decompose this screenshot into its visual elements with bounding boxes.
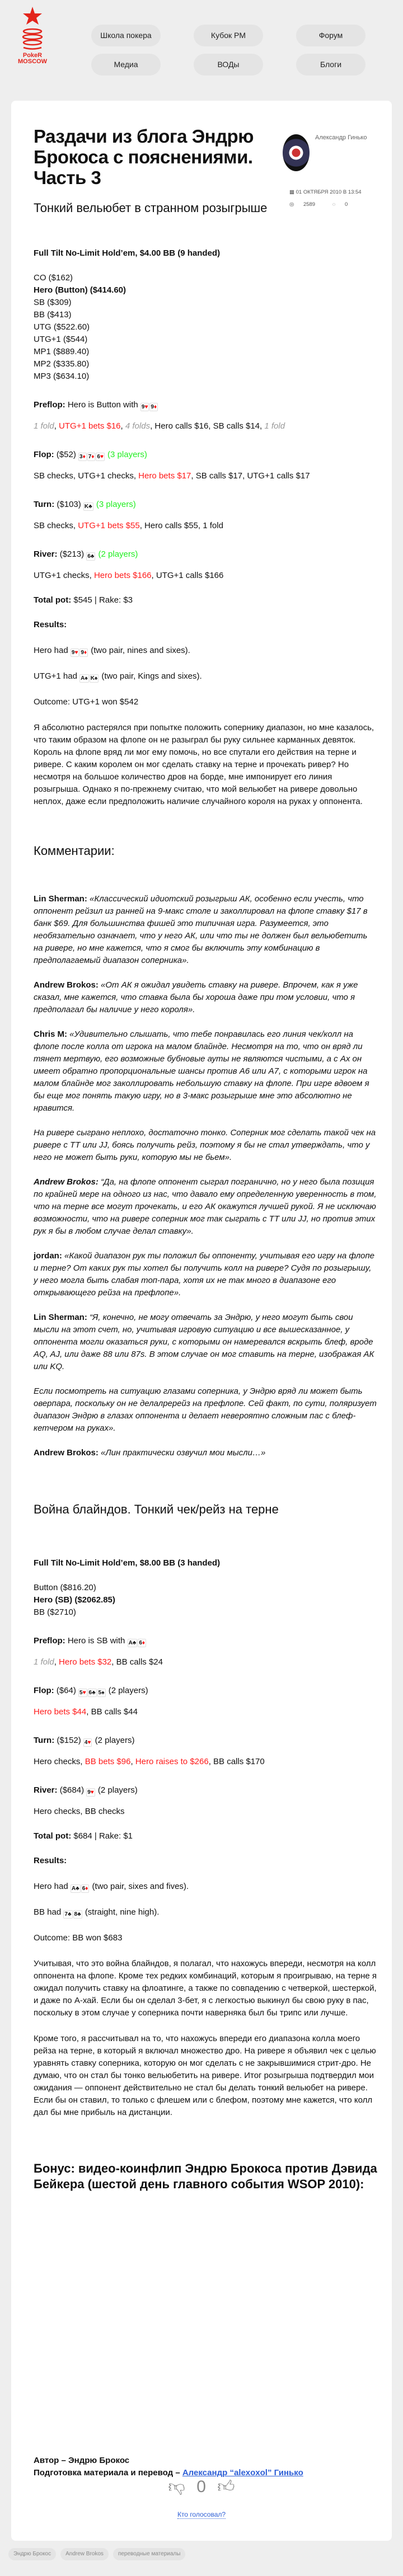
card-rank: 9	[141, 404, 145, 410]
views-value: 2589	[303, 201, 316, 208]
result-text: UTG+1 had	[34, 671, 77, 681]
action-line	[34, 520, 378, 532]
playing-card	[78, 1689, 87, 1697]
action-segment: Hero checks,	[34, 1757, 85, 1766]
logo-text: PokeR MOSCOW	[18, 52, 47, 65]
comment-text: «От АК я ожидал увидеть ставку на ривере. Впрочем, как я уже сказал, мне кажется, что ставка была бы хороша даже при том условии, что я предполагал бы наличие у него короля».	[34, 980, 358, 1014]
comment-author: Chris M:	[34, 1030, 67, 1039]
nav-media[interactable]: Медиа	[91, 54, 161, 76]
action-segment: SB checks,	[34, 521, 78, 530]
total-pot	[34, 594, 378, 607]
playing-card	[149, 403, 158, 411]
results-label: Results:	[34, 620, 67, 629]
card-rank: 5	[79, 1690, 83, 1696]
card-group	[83, 1736, 93, 1745]
heart-suit-icon: ♥	[74, 650, 78, 656]
comment-text: Если посмотреть на ситуацию глазами соперника, у Эндрю вряд ли может быть оверпара, поскольку он не делалререйз на префлопе. Сей факт, по сути, поляризует диапазон Эндрю в глазах оппонента и делает невероятно сложным пас с блеф-кетчером на руках».	[34, 1386, 377, 1433]
playing-card	[138, 1639, 146, 1647]
nav-pm-cup[interactable]: Кубок PM	[194, 25, 263, 46]
translator-label: Подготовка материала и перевод –	[34, 2468, 182, 2478]
spade-suit-icon: ♠	[94, 675, 98, 681]
comment-author: jordan:	[34, 1251, 62, 1261]
author-credit: Автор – Эндрю Брокос	[34, 2456, 130, 2465]
calendar-icon: ▦	[289, 189, 296, 195]
comment	[34, 1250, 378, 1299]
action-segment: , Hero calls $55, 1 fold	[139, 521, 223, 530]
card-rank: 3	[79, 454, 83, 460]
stack-item: BB ($2710)	[34, 1607, 76, 1617]
action-segment: UTG+1 bets $16	[59, 421, 121, 431]
street-label: River:	[34, 1785, 58, 1795]
playing-card	[86, 552, 95, 561]
comment-author: Andrew Brokos:	[34, 980, 99, 990]
comment	[34, 1176, 378, 1238]
playing-card	[83, 502, 93, 511]
street-line	[34, 1784, 378, 1797]
avatar[interactable]	[283, 134, 310, 171]
card-rank: 7	[88, 454, 92, 460]
translator-link[interactable]: Александр “alexoxol” Гинько	[182, 2468, 303, 2478]
club-suit-icon: ♣	[132, 1640, 137, 1646]
comment	[34, 1127, 378, 1164]
paragraph: Учитывая, что это война блайндов, я полагал, что нахожусь впереди, несмотря на колл оппонента на флопе. Кроме тех редких комбинаций, которым я проигрываю, на терне я ожидал получить ставку на флоатинге, а также по совпадению с четверкой, шестеркой, и даже по А-хай. Если бы он сделал 3-бет, я с легкостью выкинул бы свою руку в пас, поскольку в этом случае у соперника почти наверняка был бы трипс или лучше.	[34, 1959, 377, 2018]
result-desc: (two pair, Kings and sixes).	[101, 671, 202, 681]
comment-author: Lin Sherman:	[34, 894, 87, 904]
hand-title: Full Tilt No-Limit Hold’em, $4.00 BB (9 handed)	[34, 248, 221, 258]
action-line	[34, 420, 378, 433]
playing-card	[73, 1910, 82, 1919]
diamond-suit-icon: ♦	[82, 454, 86, 460]
heart-suit-icon: ♥	[87, 1740, 91, 1746]
action-segment: , UTG+1 calls $166	[151, 571, 224, 580]
players-count: (2 players)	[108, 1686, 148, 1695]
playing-card	[86, 1788, 95, 1797]
playing-card	[128, 1639, 138, 1647]
card-rank: 6	[97, 454, 100, 460]
paragraph: Кроме того, я рассчитывал на то, что нахожусь впереди его диапазона колла моего рейза на терне, в который я включал множество дро. На ривере я объявил чек с целью уравнять ставку соперника, которую он мог сделать с не закрывшимися стрит-дро. Не думаю, что он стал бы тонко вельюбетить на ривере. Итог розыгрыша подтвердил мои ожидания — оппонент действительно не стал бы делать тонкий вельюбет на ривере. Если бы он ставил, то только с флешем или с блефом, поэтому мне кажется, что колл дал бы мне прибыль на дистанции.	[34, 2034, 376, 2117]
card-rank: 9	[81, 650, 84, 656]
diamond-suit-icon: ♦	[142, 1640, 146, 1646]
action-segment: Hero bets $17	[138, 471, 191, 481]
comment	[34, 1028, 378, 1115]
club-suit-icon: ♣	[88, 504, 92, 510]
playing-card	[97, 1689, 106, 1697]
street-info: ($213)	[59, 549, 85, 559]
action-line	[34, 1806, 378, 1818]
comment-text: «Какой диапазон рук ты положил бы оппоненту, учитывая его игру на флопе и терне? От каких рук ты хотел бы получить колл на ривере? Судя по розыгрышу, у него могла быть слабая топ-пара, хотя их не так много в диапазоне его открывающего рейза на префлопе».	[34, 1251, 374, 1298]
result-desc: (two pair, sixes and fives).	[92, 1882, 189, 1891]
who-voted-link[interactable]: Кто голосовал?	[177, 2511, 226, 2518]
street-line	[34, 449, 378, 461]
thumbs-down-icon[interactable]: 👎︎	[168, 2478, 185, 2497]
stack-item: CO ($162)	[34, 273, 73, 283]
heart-suit-icon: ♥	[82, 1690, 86, 1696]
stack-item: Hero (Button) ($414.60)	[34, 285, 126, 295]
card-rank: A	[71, 1886, 76, 1892]
eye-icon: ◎	[289, 201, 296, 208]
result-text: Outcome: UTG+1 won $542	[34, 697, 139, 707]
street-info: Hero is Button with	[67, 400, 138, 410]
action-segment: ,	[54, 1657, 59, 1667]
club-suit-icon: ♣	[92, 1690, 96, 1696]
result-text: Hero had	[34, 1882, 68, 1891]
playing-card	[87, 453, 96, 461]
result-line	[34, 670, 378, 683]
article-title: Раздачи из блога Эндрю Брокоса с пояснениями. Часть 3	[34, 126, 254, 188]
result-line	[34, 1932, 378, 1944]
action-segment: 1 fold	[34, 1657, 54, 1667]
diamond-suit-icon: ♦	[85, 1886, 88, 1892]
section-heading: Тонкий вельюбет в странном розыгрыше	[34, 201, 268, 215]
players-count: (2 players)	[95, 1736, 135, 1745]
club-suit-icon: ♣	[90, 553, 95, 560]
main-nav	[91, 25, 365, 76]
action-segment: , BB calls $170	[208, 1757, 265, 1766]
comment-author: Andrew Brokos:	[34, 1177, 99, 1187]
nav-poker-school[interactable]: Школа покера	[91, 25, 161, 46]
comment	[34, 893, 378, 967]
playing-card	[88, 1689, 97, 1697]
card-group	[140, 400, 158, 410]
section-heading: Бонус: видео-коинфлип Эндрю Брокоса против Дэвида Бейкера (шестой день главного события WSOP 2010):	[34, 2161, 377, 2191]
comments-value: 0	[345, 201, 348, 208]
vote-count: 0	[196, 2478, 206, 2497]
card-rank: 6	[139, 1640, 142, 1646]
author-link[interactable]: Александр Гинько	[315, 134, 367, 141]
total-label: Total pot:	[34, 1831, 72, 1841]
street-label: Turn:	[34, 500, 55, 509]
stack-item: SB ($309)	[34, 298, 72, 307]
results-label: Results:	[34, 1856, 67, 1865]
street-info: ($52)	[56, 450, 76, 459]
players-count: (2 players)	[97, 1785, 138, 1795]
stack-list	[34, 1582, 378, 1619]
street-line	[34, 1635, 378, 1647]
comment	[34, 1311, 378, 1373]
action-segment: 1 fold	[264, 421, 285, 431]
club-suit-icon: ♣	[76, 1886, 79, 1892]
card-rank: 6	[82, 1886, 86, 1892]
comment-bubble-icon: ◌	[332, 201, 338, 208]
action-segment: Hero checks, BB checks	[34, 1807, 125, 1816]
club-suit-icon: ♣	[77, 1911, 81, 1917]
action-segment: , Hero calls $16, SB calls $14,	[150, 421, 265, 431]
stack-item: UTG+1 ($544)	[34, 335, 88, 344]
result-desc: (two pair, nines and sixes).	[91, 646, 190, 655]
vote-widget	[11, 2477, 392, 2497]
nav-vods[interactable]: ВОДы	[194, 54, 263, 76]
action-segment: Hero raises to $266	[135, 1757, 209, 1766]
thumbs-up-icon[interactable]: 👍︎	[217, 2478, 235, 2497]
result-line	[34, 696, 378, 708]
action-segment: ,	[54, 421, 59, 431]
playing-card	[71, 1884, 81, 1893]
street-line	[34, 399, 378, 411]
comment-author: Andrew Brokos:	[34, 1448, 99, 1458]
stack-item: BB ($413)	[34, 310, 72, 319]
action-segment: , BB calls $24	[111, 1657, 163, 1667]
tag[interactable]: переводные материалы	[113, 2548, 186, 2560]
hand-title: Full Tilt No-Limit Hold’em, $8.00 BB (3 handed)	[34, 1558, 221, 1568]
card-rank: 6	[87, 553, 91, 560]
comment-text: «Классический идиотский розыгрыш АК, особенно если учесть, что оппонент рейзил из ранней на 9-макс столе и заколлировал на флопе ставку $17 в банк $69. Для большинства фишей это типичная игра. Разумеется, это необязательно означает, что у него АК, или что ты не должен был вельюбетить на ривере, но мне кажется, что я смог бы включить эту комбинацию в предполагаемый диапазон соперника».	[34, 894, 368, 965]
action-segment: Hero bets $32	[59, 1657, 112, 1667]
credits	[34, 2455, 303, 2479]
playing-card	[71, 648, 79, 657]
street-line	[34, 1734, 378, 1747]
street-label: Preflop:	[34, 400, 65, 410]
tag[interactable]: Andrew Brokos	[60, 2548, 109, 2560]
nav-blogs[interactable]: Блоги	[296, 54, 365, 76]
result-line	[34, 1906, 378, 1919]
comment-author: Lin Sherman:	[34, 1313, 87, 1322]
card-rank: K	[90, 675, 95, 681]
total-value: $684 | Rake: $1	[73, 1831, 133, 1841]
comment-text: «Лин практически озвучил мои мысли…»	[101, 1448, 266, 1458]
street-label: Flop:	[34, 1686, 54, 1695]
diamond-suit-icon: ♦	[153, 404, 157, 410]
article-body	[34, 171, 378, 2192]
card-rank: 6	[88, 1690, 92, 1696]
street-line	[34, 548, 378, 561]
playing-card	[140, 403, 149, 411]
playing-card	[79, 674, 89, 683]
card-group	[63, 1907, 82, 1917]
who-voted	[11, 2511, 392, 2518]
diamond-suit-icon: ♦	[91, 454, 95, 460]
section-heading: Война блайндов. Тонкий чек/рейз на терне	[34, 1502, 279, 1516]
star-spiral-logo-icon	[12, 6, 53, 53]
street-line	[34, 1685, 378, 1697]
card-rank: K	[84, 504, 89, 510]
action-line	[34, 1656, 378, 1668]
street-info: ($64)	[56, 1686, 76, 1695]
playing-card	[63, 1910, 72, 1919]
result-line	[34, 1881, 378, 1893]
street-label: River:	[34, 549, 58, 559]
action-line	[34, 570, 378, 582]
playing-card	[90, 674, 99, 683]
card-rank: 7	[64, 1911, 68, 1917]
street-info: Hero is SB with	[67, 1636, 125, 1646]
card-group	[86, 549, 96, 559]
spade-suit-icon: ♠	[85, 675, 88, 681]
heart-suit-icon: ♥	[144, 404, 148, 410]
street-label: Flop:	[34, 450, 54, 459]
players-count: (3 players)	[107, 450, 147, 459]
card-rank: 9	[151, 404, 154, 410]
action-segment: , BB calls $44	[86, 1707, 138, 1717]
comment	[34, 1385, 378, 1435]
comment	[34, 979, 378, 1016]
section-heading: Комментарии:	[34, 844, 115, 858]
tag[interactable]: Эндрю Брокос	[8, 2548, 56, 2560]
action-line	[34, 470, 378, 482]
players-count: (3 players)	[96, 500, 136, 509]
action-segment: BB bets $96	[85, 1757, 131, 1766]
stack-item: Button ($816.20)	[34, 1583, 96, 1592]
playing-card	[83, 1738, 92, 1747]
total-label: Total pot:	[34, 595, 72, 605]
card-group	[78, 1686, 106, 1695]
card-group	[78, 450, 105, 459]
playing-card	[81, 1884, 90, 1893]
article-card	[11, 101, 392, 2541]
logo[interactable]	[12, 6, 53, 68]
stack-item: Hero (SB) ($2062.85)	[34, 1595, 115, 1605]
result-desc: (straight, nine high).	[85, 1907, 160, 1917]
card-rank: 8	[74, 1911, 78, 1917]
street-info: ($103)	[57, 500, 81, 509]
comment-text: На ривере сыграно неплохо, достаточно тонко. Соперник мог сделать такой чек на ривере с TT или JJ, боясь получить рейз, поэтому я бы не стал утверждать, что у него не может быть руки, которую мы не бьем».	[34, 1128, 376, 1162]
diamond-suit-icon: ♦	[83, 650, 87, 656]
action-segment: UTG+1 bets $55	[78, 521, 140, 530]
date-text: 01 ОКТЯБРЯ 2010 В 13:54	[296, 189, 362, 195]
action-line	[34, 1756, 378, 1768]
action-segment: ,	[130, 1757, 135, 1766]
tag-list	[8, 2548, 185, 2560]
result-text: Hero had	[34, 646, 68, 655]
result-text: BB had	[34, 1907, 62, 1917]
street-label: Preflop:	[34, 1636, 65, 1646]
heart-suit-icon: ♥	[100, 454, 104, 460]
action-segment: , SB calls $17, UTG+1 calls $17	[191, 471, 310, 481]
playing-card	[96, 453, 105, 461]
players-count: (2 players)	[98, 549, 138, 559]
nav-forum[interactable]: Форум	[296, 25, 365, 46]
action-segment: UTG+1 checks,	[34, 571, 94, 580]
result-text: Outcome: BB won $683	[34, 1933, 123, 1943]
card-rank: A	[81, 675, 85, 681]
comment-text: “Да, на флопе оппонент сыграл погранично, но у него была позиция по крайней мере на одного из нас, что давало ему определенную уверенность в том, что на терне все могут прочекать, и его АК окажутся лучшей рукой. Я не исключаю возможности, что на ривере соперник мог так сыграть с TT или JJ, но против этих рук я бы в любом случае делал ставку».	[34, 1177, 377, 1236]
street-info: ($684)	[59, 1785, 85, 1795]
card-rank: 4	[84, 1740, 88, 1746]
action-segment: Hero bets $166	[93, 571, 152, 580]
stack-item: MP3 ($634.10)	[34, 372, 90, 381]
stack-item: MP1 ($889.40)	[34, 347, 90, 356]
card-group	[71, 646, 88, 655]
paragraph: Я абсолютно растерялся при попытке положить сопернику диапазон, но мне казалось, что таким образом на флопе он не разыграл бы руку сильнее карманных девяток. Король на флопе вряд ли мог ему помочь, но все спутали его действия на терне и ривере. С каким королем он мог сделать ставку на терне и прочекать ривер? Но несмотря на большое количество дров на борде, мне импонирует его линия розыгрыша. Однако я по-прежнему считаю, что мой вельюбет на ривере довольно неплох, даже если предположить наличие случайного короля на руках у оппонента.	[34, 723, 374, 806]
total-value: $545 | Rake: $3	[73, 595, 133, 605]
card-group	[86, 1785, 96, 1795]
comment	[34, 1447, 378, 1459]
stack-item: MP2 ($335.80)	[34, 359, 90, 369]
action-line	[34, 1706, 378, 1718]
card-rank: 9	[87, 1789, 91, 1795]
stack-item: UTG ($522.60)	[34, 322, 90, 332]
street-line	[34, 499, 378, 511]
card-group	[83, 500, 94, 509]
result-line	[34, 645, 378, 657]
card-group	[79, 671, 99, 681]
total-pot	[34, 1830, 378, 1842]
comment-text: “Я, конечно, не могу отвечать за Эндрю, у него могут быть свои мысли на этот счет, но, учитывая игровую ситуацию и все вышесказанное, у оппонента могли оказаться руки, с которыми он намеревался вскрыть блеф, вроде AQ, AJ, или даже 88 или 87s. В этом случае он мог ставить на терне, изображая АК или KQ.	[34, 1313, 374, 1371]
comment-text: «Удивительно слышать, что тебе понравилась его линия чек/колл на флопе после колла от игрока на малом блайнде. Несмотря на то, что он вряд ли тянет мертвую, его возможные бубновые ауты не являются чистыми, а с Ax он имеет обратно пропорциональные шансы против A6 или A7, с которыми игрок на малом блайнде мог заколлировать небольшую ставку на флопе. При игре вдвоем я бы еще мог понять такую игру, но в 3-макс розыгрыше мне это абсолютно не нравится.	[34, 1030, 369, 1113]
card-rank: 5	[98, 1690, 102, 1696]
heart-suit-icon: ♥	[90, 1789, 94, 1795]
playing-card	[78, 453, 87, 461]
action-segment: 1 fold	[34, 421, 54, 431]
street-info: ($152)	[57, 1736, 81, 1745]
card-group	[128, 1636, 147, 1646]
card-group	[71, 1882, 90, 1891]
action-segment: ,	[120, 421, 125, 431]
spade-suit-icon: ♠	[101, 1690, 105, 1696]
action-segment: 4 folds	[125, 421, 151, 431]
playing-card	[79, 648, 88, 657]
action-segment: SB checks, UTG+1 checks,	[34, 471, 139, 481]
card-rank: A	[128, 1640, 133, 1646]
club-suit-icon: ♣	[67, 1911, 72, 1917]
street-label: Turn:	[34, 1736, 55, 1745]
action-segment: Hero bets $44	[34, 1707, 87, 1717]
stack-list	[34, 272, 378, 383]
card-rank: 9	[71, 650, 75, 656]
